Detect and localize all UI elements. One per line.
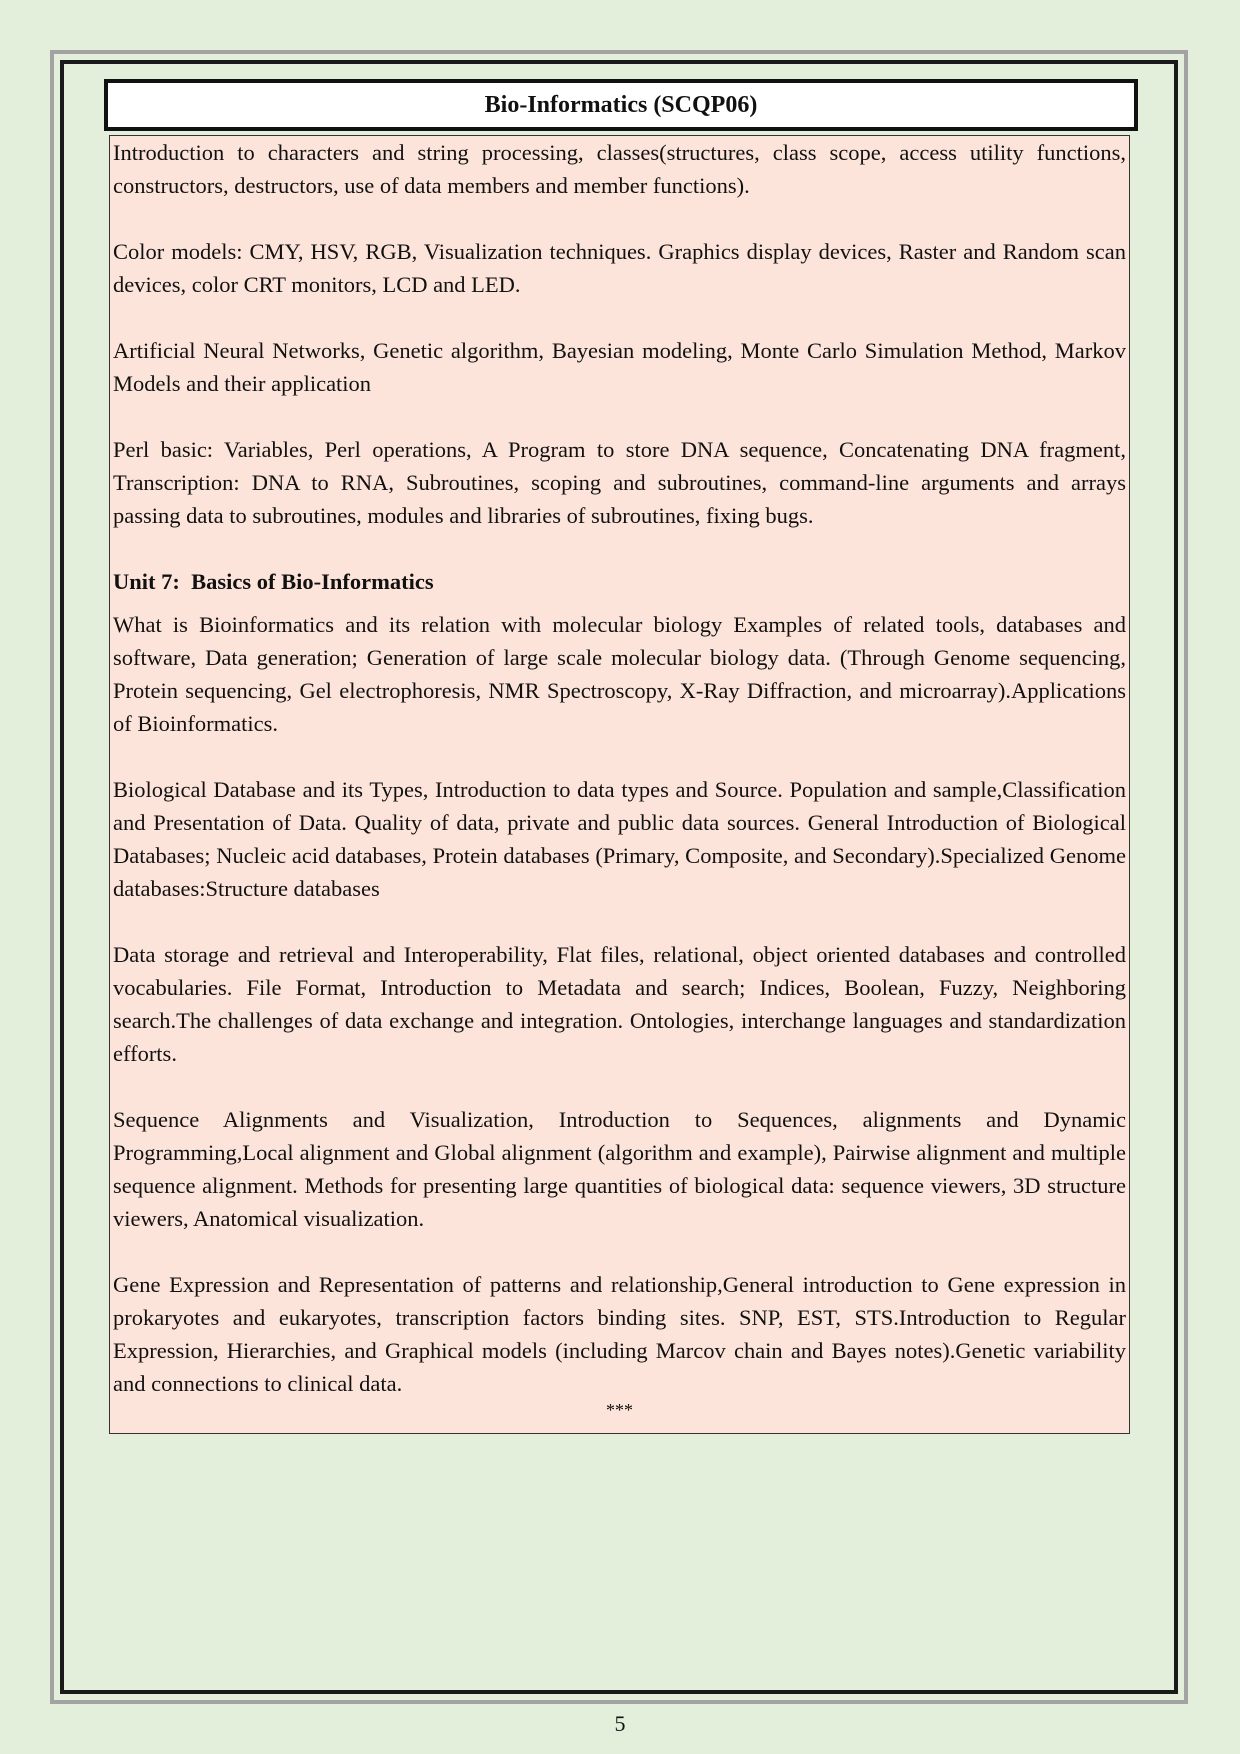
- end-mark: ***: [606, 1400, 633, 1420]
- paragraph-gene-expression: Gene Expression and Representation of patterns and relationship,General introduction to Gene expression in prokaryotes and eukaryotes, transcription factors binding sites. SNP, EST, STS.Introduction to Regular Expression, Hierarchies, and Graphical models (including Marcov chain and Bayes notes).Genetic variability and connections to clinical data.: [113, 1272, 1126, 1396]
- page-number: 5: [614, 1711, 626, 1736]
- paragraph-color-models: Color models: CMY, HSV, RGB, Visualization techniques. Graphics display devices, Raster and Random scan devices, color CRT monitors, LCD and LED.: [113, 239, 1126, 297]
- document-title: [104, 79, 1138, 131]
- paragraph-strings-classes: Introduction to characters and string processing, classes(structures, class scope, access utility functions, constructors, destructors, use of data members and member functions).: [113, 140, 1126, 198]
- unit-heading-prefix: Unit 7:: [113, 569, 180, 594]
- paragraph-neural-networks: Artificial Neural Networks, Genetic algorithm, Bayesian modeling, Monte Carlo Simulation Method, Markov Models and their application: [113, 338, 1126, 396]
- paragraph-sequence-alignments: Sequence Alignments and Visualization, Introduction to Sequences, alignments and Dynamic Programming,Local alignment and Global alignment (algorithm and example), Pairwise alignment and multiple sequence alignment. Methods for presenting large quantities of biological data: sequence viewers, 3D structure viewers, Anatomical visualization.: [113, 1107, 1126, 1231]
- unit-heading: [113, 565, 1126, 598]
- paragraph-data-storage: Data storage and retrieval and Interoperability, Flat files, relational, object oriented databases and controlled vocabularies. File Format, Introduction to Metadata and search; Indices, Boolean, Fuzzy, Neighboring search.The challenges of data exchange and integration. Ontologies, interchange languages and standardization efforts.: [113, 942, 1126, 1066]
- document-title-text: Bio-Informatics (SCQP06): [484, 91, 758, 118]
- paragraph-perl-basics: Perl basic: Variables, Perl operations, A Program to store DNA sequence, Concatenating DNA fragment, Transcription: DNA to RNA, Subroutines, scoping and subroutines, command-line arguments and arrays passing data to subroutines, modules and libraries of subroutines, fixing bugs.: [113, 437, 1126, 528]
- paragraph-biological-database: Biological Database and its Types, Introduction to data types and Source. Population and sample,Classification and Presentation of Data. Quality of data, private and public data sources. General Introduction of Biological Databases; Nucleic acid databases, Protein databases (Primary, Composite, and Secondary).Specialized Genome databases:Structure databases: [113, 777, 1126, 901]
- unit-heading-name: Basics of Bio-Informatics: [191, 569, 434, 594]
- syllabus-content: [109, 135, 1130, 1434]
- paragraph-what-is-bioinformatics: What is Bioinformatics and its relation with molecular biology Examples of related tools, databases and software, Data generation; Generation of large scale molecular biology data. (Through Genome sequencing, Protein sequencing, Gel electrophoresis, NMR Spectroscopy, X-Ray Diffraction, and microarray).Applications of Bioinformatics.: [113, 612, 1126, 736]
